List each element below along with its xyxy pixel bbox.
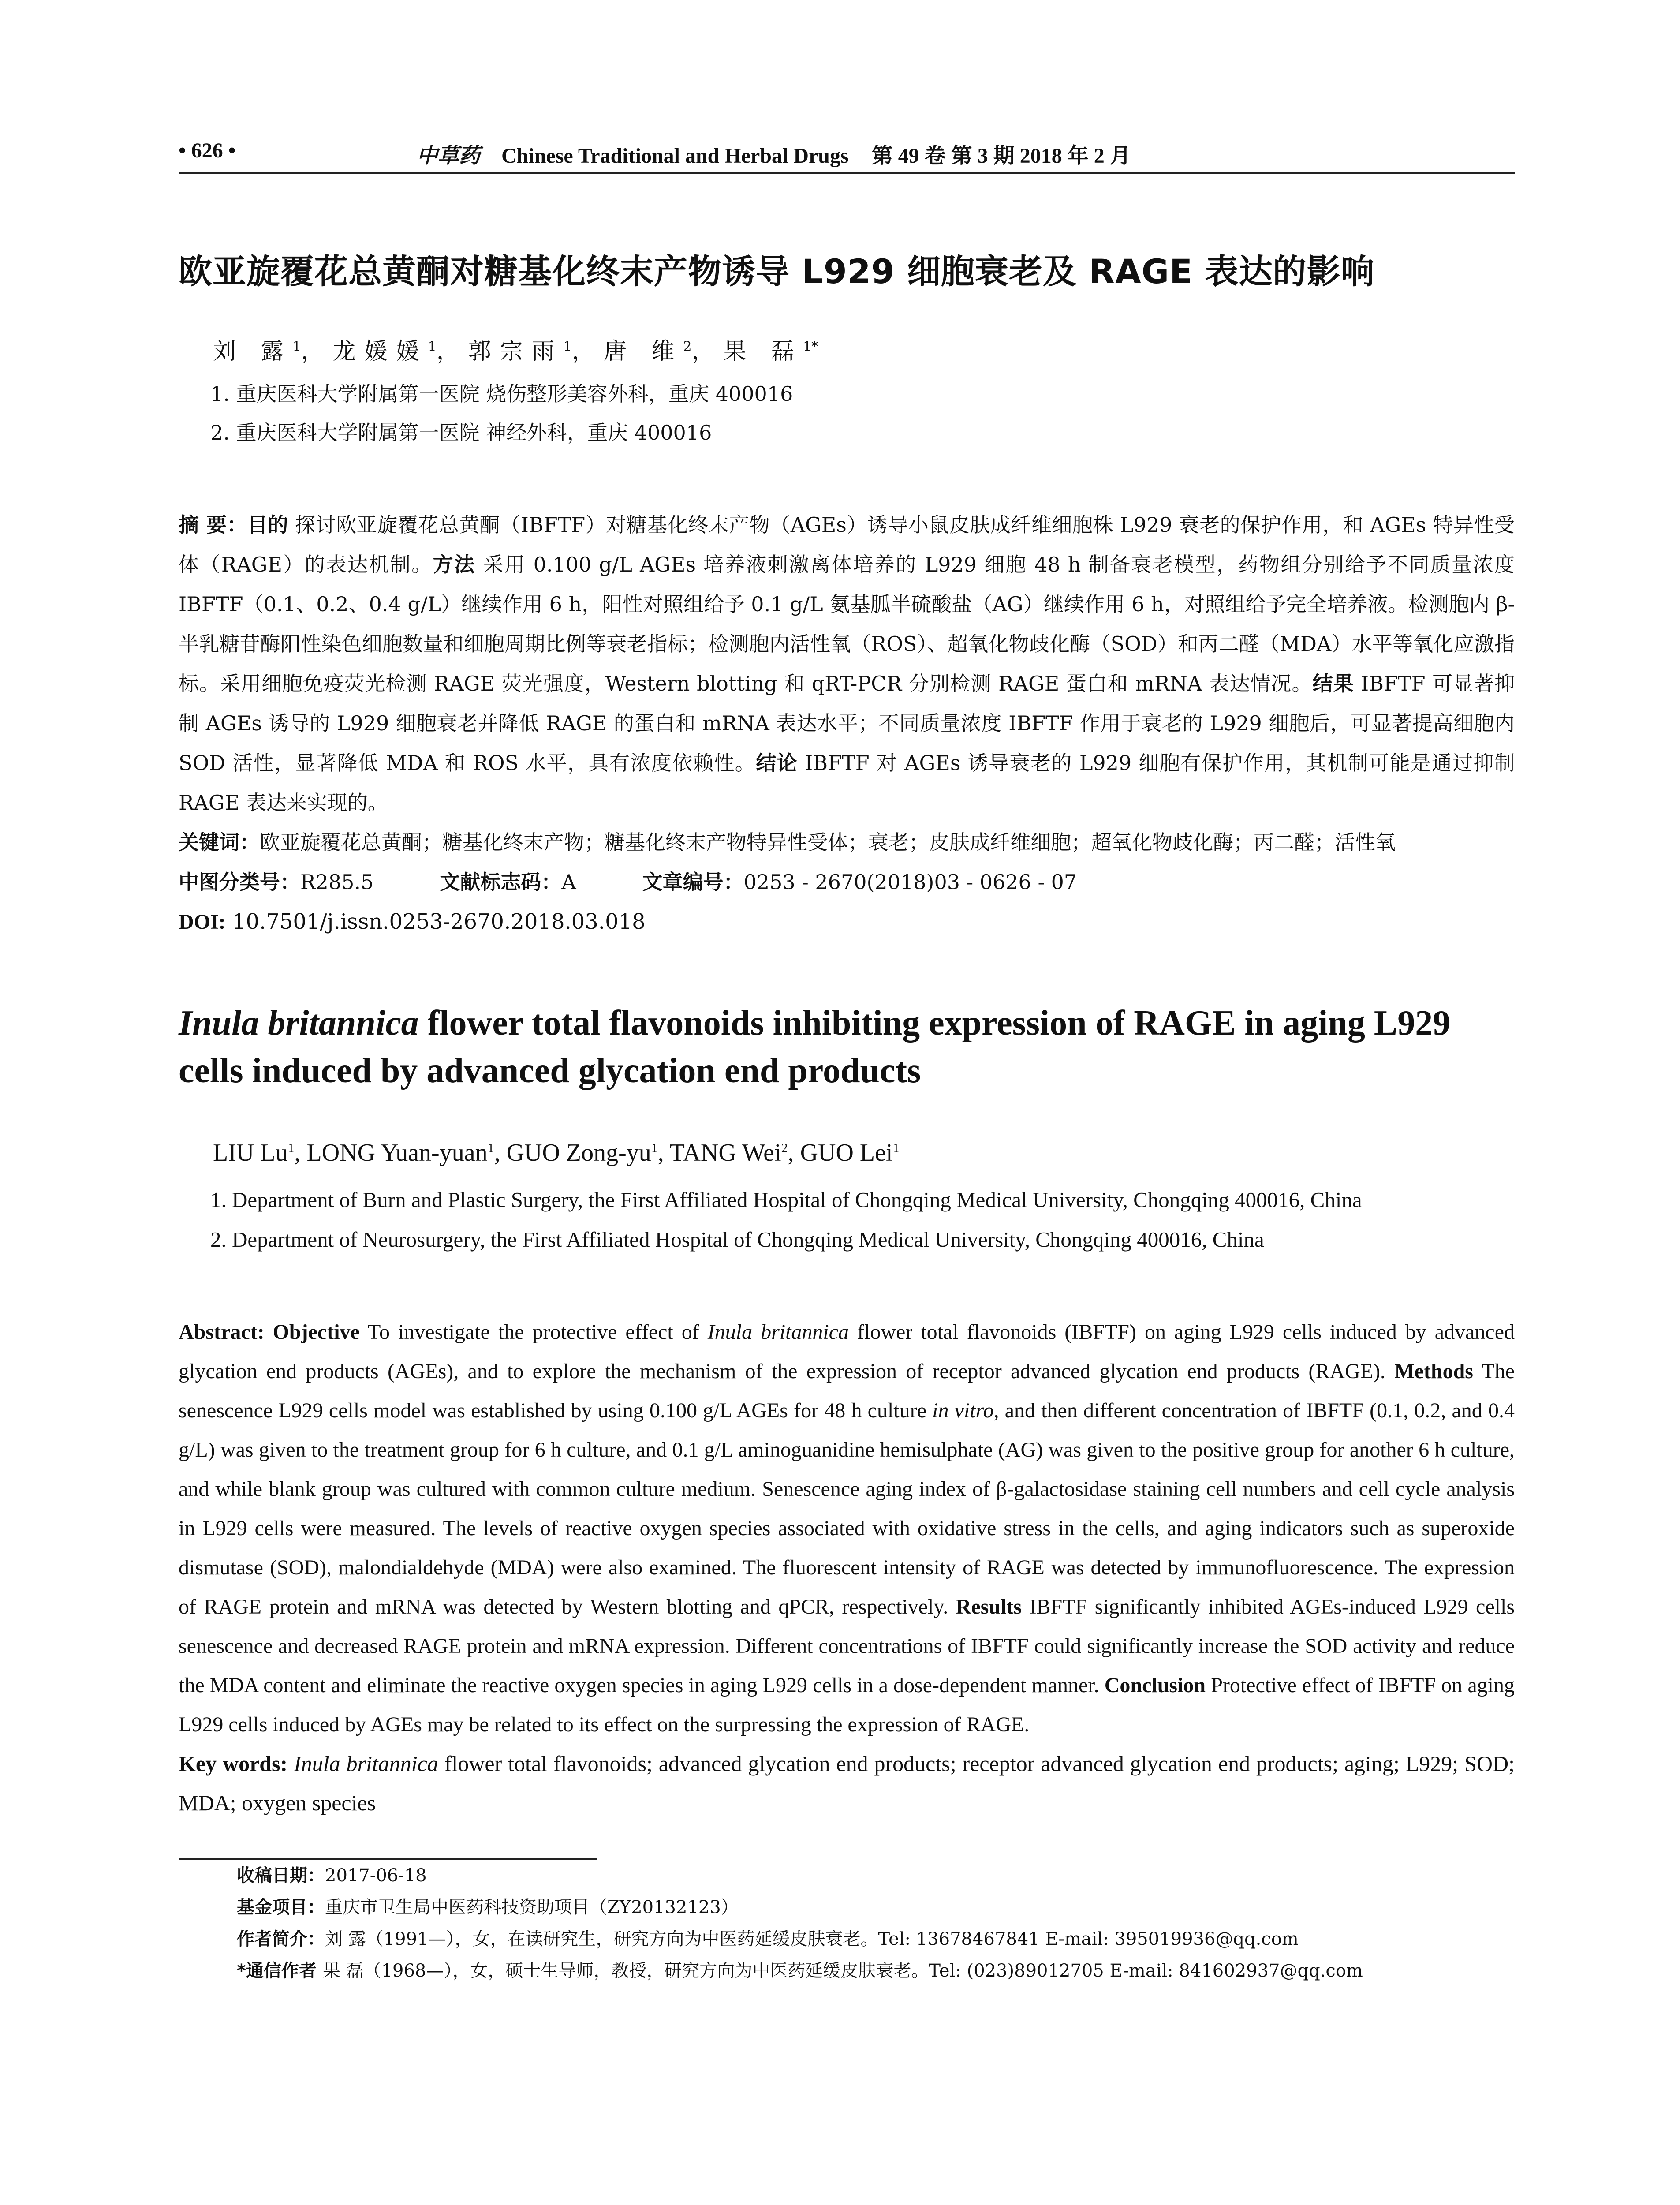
article-no-value: 0253 - 2670(2018)03 - 0626 - 07 xyxy=(743,870,1077,894)
footnote-label: 收稿日期： xyxy=(237,1865,325,1886)
footnote-funding xyxy=(179,1891,1515,1923)
journal-name-en: Chinese Traditional and Herbal Drugs xyxy=(501,144,849,168)
author-affil-mark: 1 xyxy=(428,339,437,355)
author-name: LIU Lu xyxy=(213,1139,288,1166)
conclusion-label: 结论 xyxy=(756,751,798,775)
article-no-label: 文章编号： xyxy=(642,870,744,894)
clc-value: R285.5 xyxy=(300,870,374,894)
doi-value: 10.7501/j.issn.0253-2670.2018.03.018 xyxy=(232,909,646,934)
results-label: Results xyxy=(956,1595,1022,1618)
conclusion-text: Protective effect of IBFTF on aging L929 cells induced by AGEs may be related to its effect on the surpressing the expression of RAGE. xyxy=(179,1674,1515,1736)
footnote-author-bio xyxy=(179,1923,1515,1955)
clc-label: 中图分类号： xyxy=(179,870,300,894)
author-affil-mark: 1 xyxy=(287,1140,295,1155)
conclusion-label: Conclusion xyxy=(1104,1674,1206,1697)
author-affil-mark: 2 xyxy=(781,1140,788,1155)
footnote-text: 2017-06-18 xyxy=(325,1865,427,1886)
author-name: 果 磊 xyxy=(723,338,803,365)
english-abstract xyxy=(179,1312,1515,1744)
methods-label: Methods xyxy=(1394,1360,1473,1383)
objective-text: 探讨欧亚旋覆花总黄酮（IBFTF）对糖基化终末产物（AGEs）诱导小鼠皮肤成纤维细胞株 L929 衰老的保护作用，和 AGEs 特异性受体（RAGE）的表达机制。 xyxy=(179,513,1515,576)
author-name: GUO Lei xyxy=(800,1139,893,1166)
author-name: LONG Yuan-yuan xyxy=(306,1139,488,1166)
keywords-species: Inula britannica xyxy=(294,1751,438,1776)
footnote-label: 基金项目： xyxy=(237,1897,325,1917)
keywords-text: 欧亚旋覆花总黄酮；糖基化终末产物；糖基化终末产物特异性受体；衰老；皮肤成纤维细胞；超氧化物歧化酶；丙二醛；活性氧 xyxy=(260,830,1396,854)
footnote-text: 重庆市卫生局中医药科技资助项目（ZY20132123） xyxy=(325,1897,739,1917)
methods-text: 采用 0.100 g/L AGEs 培养液刺激离体培养的 L929 细胞 48 h 制备衰老模型，药物组分别给予不同质量浓度 IBFTF（0.1、0.2、0.4 g/L）继续作用 6 h，阳性对照组给予 0.1 g/L 氨基胍半硫酸盐（AG）继续作用 6 h，对照组给予完全培养液。检测胞内 β-半乳糖苷酶阳性染色细胞数量和细胞周期比例等衰老指标；检测胞内活性氧（ROS）、超氧化物歧化酶（SOD）和丙二醛（MDA）水平等氧化应激指标。采用细胞免疫荧光检测 RAGE 荧光强度，Western blotting 和 qRT-PCR 分别检测 RAGE 蛋白和 mRNA 表达情况。 xyxy=(179,553,1515,695)
chinese-affiliations xyxy=(179,374,1515,452)
author-name: GUO Zong-yu xyxy=(506,1139,651,1166)
doc-code-value: A xyxy=(561,870,576,894)
objective-label: 目的 xyxy=(247,513,289,537)
affiliation: 1. 重庆医科大学附属第一医院 烧伤整形美容外科，重庆 400016 xyxy=(210,382,793,406)
chinese-title: 欧亚旋覆花总黄酮对糖基化终末产物诱导 L929 细胞衰老及 RAGE 表达的影响 xyxy=(179,252,1375,291)
doi-line xyxy=(179,902,1515,942)
author-affil-mark: 1 xyxy=(487,1140,494,1155)
page-number: • 626 • xyxy=(179,139,236,162)
author-affil-mark: 1* xyxy=(803,339,818,355)
journal-issue: 第 49 卷 第 3 期 2018 年 2 月 xyxy=(871,144,1131,168)
objective-text: To investigate the protective effect of xyxy=(359,1320,708,1344)
english-authors: LIU Lu$^1$, LONG Yuan-yuan$^1$, GUO Zong-$yu^1$, TANG Wei$^2$, GUO Lei$^1$ xyxy=(213,1139,900,1166)
paper-page xyxy=(179,132,1515,1987)
author-name: 龙媛媛 xyxy=(332,338,428,365)
methods-label: 方法 xyxy=(433,553,476,576)
methods-in-vitro: in vitro xyxy=(932,1399,994,1422)
keywords-label: Key words: xyxy=(179,1751,294,1776)
classification-row xyxy=(179,862,1515,902)
results-text: IBFTF 可显著抑制 AGEs 诱导的 L929 细胞衰老并降低 RAGE 的蛋白和 mRNA 表达水平；不同质量浓度 IBFTF 作用于衰老的 L929 细胞后，可显著提高细胞内 SOD 活性，显著降低 MDA 和 ROS 水平，具有浓度依赖性。 xyxy=(179,672,1515,775)
author-name: 郭宗雨 xyxy=(468,338,564,365)
title-rest: flower total flavonoids inhibiting expression of RAGE in aging L929 cells induced by advanced glycation end products xyxy=(179,1004,1451,1090)
doc-code-label: 文献标志码： xyxy=(440,870,562,894)
affiliation: 1. Department of Burn and Plastic Surgery, the First Affiliated Hospital of Chongqing Medical University, Chongqing 400016, China xyxy=(210,1188,1362,1212)
footnote-label: *通信作者 xyxy=(237,1961,323,1981)
author-name: TANG Wei xyxy=(669,1139,781,1166)
footnote-text: 果 磊（1968—），女，硕士生导师，教授，研究方向为中医药延缓皮肤衰老。Tel: (023)89012705 E-mail: 841602937@qq.com xyxy=(322,1961,1363,1981)
conclusion-text: IBFTF 对 AGEs 诱导衰老的 L929 细胞有保护作用，其机制可能是通过抑制 RAGE 表达来实现的。 xyxy=(179,751,1515,815)
author-affil-mark: 2 xyxy=(683,339,692,355)
affiliation: 2. Department of Neurosurgery, the First Affiliated Hospital of Chongqing Medical University, Chongqing 400016, China xyxy=(210,1227,1264,1252)
title-species: Inula britannica xyxy=(179,1004,419,1043)
results-text: IBFTF significantly inhibited AGEs-induced L929 cells senescence and decreased RAGE protein and mRNA expression. Different concentrations of IBFTF could significantly increase the SOD activity and reduce the MDA content and eliminate the reactive oxygen species in aging L929 cells in a dose-dependent manner. xyxy=(179,1595,1515,1697)
footnote-received xyxy=(179,1860,1515,1891)
abstract-label: 摘 要： xyxy=(179,513,248,537)
footnotes xyxy=(179,1858,1515,1987)
english-title xyxy=(179,999,1515,1095)
footnote-corresponding xyxy=(179,1955,1515,1987)
journal-line xyxy=(417,138,1131,169)
author-name: 唐 维 xyxy=(603,338,683,365)
chinese-keywords xyxy=(179,822,1515,862)
abstract-objective-label: Abstract: Objective xyxy=(179,1320,360,1344)
author-affil-mark: 1 xyxy=(292,339,301,355)
running-header xyxy=(179,132,1515,174)
chinese-authors: 刘 露$^1$，龙媛媛$^1$，郭宗雨$^1$，唐 维$^2$，果 磊$^{1*}$ xyxy=(213,338,818,365)
english-affiliations xyxy=(179,1180,1515,1259)
objective-text: flower total flavonoids (IBFTF) on aging L929 cells induced by advanced glycation end products (AGEs), and to explore the mechanism of the expression of receptor advanced glycation end products (RAGE). xyxy=(179,1320,1515,1383)
doi-label: DOI: xyxy=(179,910,226,934)
methods-text: , and then different concentration of IBFTF (0.1, 0.2, and 0.4 g/L) was given to the treatment group for 6 h culture, and 0.1 g/L aminoguanidine hemisulphate (AG) was given to the positive group for another 6 h culture, and while blank group was cultured with common culture medium. Senescence aging index of β-galactosidase staining cell numbers and cell cycle analysis in L929 cells were measured. The levels of reactive oxygen species associated with oxidative stress in the cells, and aging indicators such as superoxide dismutase (SOD), malondialdehyde (MDA) were also examined. The fluorescent intensity of RAGE was detected by immunofluorescence. The expression of RAGE protein and mRNA was detected by Western blotting and qPCR, respectively. xyxy=(179,1399,1515,1618)
english-keywords xyxy=(179,1744,1515,1823)
results-label: 结果 xyxy=(1312,672,1354,695)
author-affil-mark: 1 xyxy=(651,1140,658,1155)
chinese-abstract xyxy=(179,505,1515,822)
journal-logo: 中草药 xyxy=(417,144,481,168)
footnote-label: 作者简介： xyxy=(237,1929,325,1949)
footnote-text: 刘 露（1991—），女，在读研究生，研究方向为中医药延缓皮肤衰老。Tel: 13678467841 E-mail: 395019936@qq.com xyxy=(325,1929,1299,1949)
keywords-label: 关键词： xyxy=(179,830,260,854)
keywords-text: flower total flavonoids; advanced glycation end products; receptor advanced glycation end products; aging; L929; SOD; MDA; oxygen species xyxy=(179,1751,1515,1815)
affiliation: 2. 重庆医科大学附属第一医院 神经外科，重庆 400016 xyxy=(210,421,712,445)
author-affil-mark: 1 xyxy=(892,1140,900,1155)
objective-species: Inula britannica xyxy=(707,1320,849,1344)
methods-text: The senescence L929 cells model was established by using 0.100 g/L AGEs for 48 h culture xyxy=(179,1360,1515,1422)
author-name: 刘 露 xyxy=(213,338,293,365)
author-affil-mark: 1 xyxy=(563,339,572,355)
